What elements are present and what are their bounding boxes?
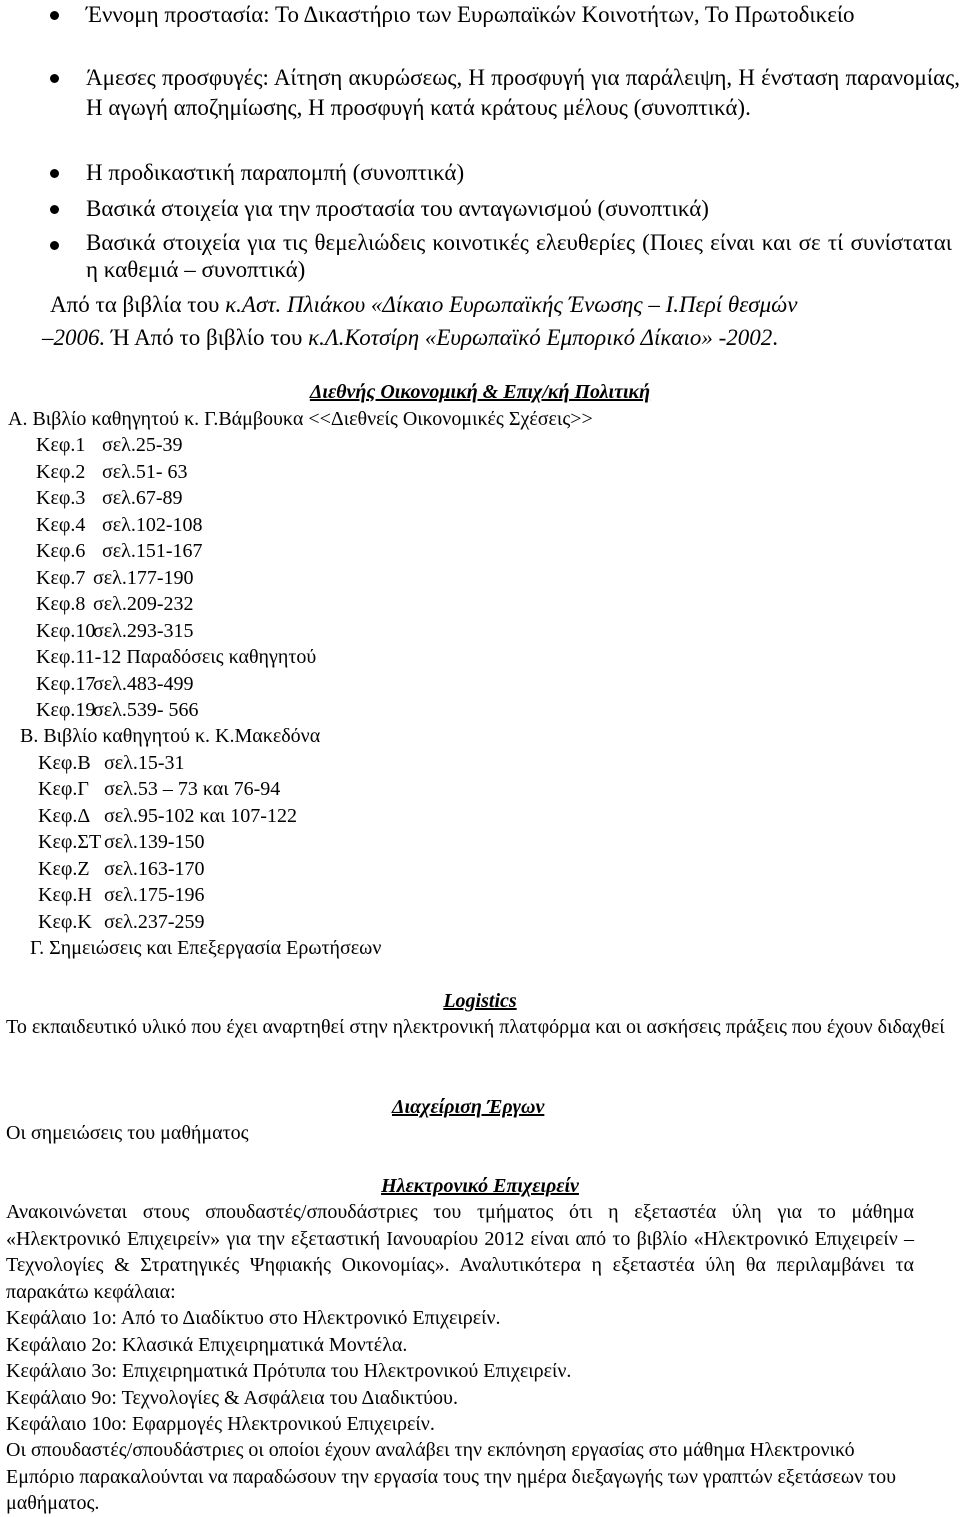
ebusiness-chapter: Κεφάλαιο 10ο: Εφαρμογές Ηλεκτρονικού Επιχειρείν.	[6, 1413, 435, 1435]
ebusiness-chapter: Κεφάλαιο 1ο: Από το Διαδίκτυο στο Ηλεκτρονικό Επιχειρείν.	[6, 1307, 501, 1329]
section-heading: Διαχείριση Έργων	[392, 1096, 545, 1118]
chapter-row: Κεφ.Β σελ.15-31	[38, 751, 185, 774]
bullet-item: Έννομη προστασία: Το Δικαστήριο των Ευρωπαϊκών Κοινοτήτων, Το Πρωτοδικείο	[86, 0, 960, 30]
chapter-row: Κεφ.17σελ.483-499	[36, 672, 194, 695]
bullet-icon	[50, 74, 59, 83]
chapter-row: Κεφ.Η σελ.175-196	[38, 884, 205, 906]
logistics-body: Το εκπαιδευτικό υλικό που έχει αναρτηθεί στην ηλεκτρονική πλατφόρμα και οι ασκήσεις πράξεις που έχουν διδαχθεί	[6, 1016, 945, 1038]
bullet-icon	[50, 11, 59, 20]
chapter-row: Κεφ.Κ σελ.237-259	[38, 910, 205, 933]
chapter-row: Κεφ.10σελ.293-315	[36, 619, 194, 642]
chapter-row: Κεφ.8 σελ.209-232	[36, 593, 194, 615]
chapter-row: Κεφ.Γ σελ.53 – 73 και 76-94	[38, 778, 281, 800]
bullet-item: Άμεσες προσφυγές: Αίτηση ακυρώσεως, Η προσφυγή για παράλειψη, Η ένσταση παρανομίας, Η αγωγή αποζημίωσης, Η προσφυγή κατά κράτους μέλους (συνοπτικά).	[86, 63, 960, 123]
chapter-row: Κεφ.Δ σελ.95-102 και 107-122	[38, 804, 297, 827]
books-reference-line: Από τα βιβλία του κ.Αστ. Πλιάκου «Δίκαιο Ευρωπαϊκής Ένωσης – Ι.Περί θεσμών	[50, 292, 798, 317]
bullet-item: Βασικά στοιχεία για τις θεμελιώδεις κοινοτικές ελευθερίες (Ποιες είναι και σε τί συνίσταται η καθεμιά – συνοπτικά)	[86, 230, 952, 283]
chapter-row: Κεφ.1 σελ.25-39	[36, 434, 183, 456]
bullet-item: Βασικά στοιχεία για την προστασία του ανταγωνισμού (συνοπτικά)	[86, 194, 960, 224]
book-a-title: Α. Βιβλίο καθηγητού κ. Γ.Βάμβουκα <<Διεθνείς Οικονομικές Σχέσεις>>	[8, 408, 593, 430]
chapter-row: Κεφ.Ζ σελ.163-170	[38, 857, 205, 880]
item-c: Γ. Σημειώσεις και Επεξεργασία Ερωτήσεων	[30, 937, 382, 959]
chapter-row: Κεφ.11-12 Παραδόσεις καθηγητού	[36, 646, 317, 668]
bullet-item: Η προδικαστική παραπομπή (συνοπτικά)	[86, 158, 960, 188]
bullet-icon	[50, 169, 59, 178]
section-heading: Διεθνής Οικονομική & Επιχ/κή Πολιτική	[309, 381, 651, 403]
ebusiness-intro: Ανακοινώνεται στους σπουδαστές/σπουδάστριες του τμήματος ότι η εξεταστέα ύλη για το μάθημα «Ηλεκτρονικό Επιχειρείν» για την εξεταστική Ιανουαρίου 2012 είναι από το βιβλίο «Ηλεκτρονικό Επιχειρείν – Τεχνολογίες & Στρατηγικές Ψηφιακής Οικονομίας». Αναλυτικότερα η εξεταστέα ύλη θα περιλαμβάνει τα παρακάτω κεφάλαια:	[6, 1201, 914, 1303]
chapter-row: Κεφ.6 σελ.151-167	[36, 540, 203, 562]
bullet-icon	[50, 241, 59, 250]
ebusiness-chapter: Κεφάλαιο 3ο: Επιχειρηματικά Πρότυπα του Ηλεκτρονικού Επιχειρείν.	[6, 1360, 572, 1382]
chapter-row: Κεφ.7 σελ.177-190	[36, 566, 194, 589]
ebusiness-chapter: Κεφάλαιο 2ο: Κλασικά Επιχειρηματικά Μοντέλα.	[6, 1333, 408, 1356]
chapter-row: Κεφ.2 σελ.51- 63	[36, 460, 188, 483]
section-heading: Ηλεκτρονικό Επιχειρείν	[381, 1175, 579, 1197]
section-heading: Logistics	[443, 990, 517, 1012]
chapter-row: Κεφ.19σελ.539- 566	[36, 699, 199, 721]
books-reference-line: –2006. Ή Από το βιβλίο του κ.Λ.Κοτσίρη «Ευρωπαϊκό Εμπορικό Δίκαιο» -2002.	[42, 325, 779, 350]
chapter-row: Κεφ.3 σελ.67-89	[36, 487, 183, 509]
chapter-row: Κεφ.4 σελ.102-108	[36, 513, 203, 536]
chapter-row: Κεφ.ΣΤ σελ.139-150	[38, 831, 205, 853]
ebusiness-closing: Οι σπουδαστές/σπουδάστριες οι οποίοι έχουν αναλάβει την εκπόνηση εργασίας στο μάθημα Ηλεκτρονικό Εμπόριο παρακαλούνται να παραδώσουν την εργασία τους την ημέρα διεξαγωγής των γραπτών εξετάσεων του μαθήματος.	[6, 1439, 897, 1514]
ebusiness-chapter: Κεφάλαιο 9ο: Τεχνολογίες & Ασφάλεια του Διαδικτύου.	[6, 1386, 458, 1409]
bullet-icon	[50, 205, 59, 214]
book-b-title: Β. Βιβλίο καθηγητού κ. Κ.Μακεδόνα	[20, 725, 321, 747]
projects-body: Οι σημειώσεις του μαθήματος	[6, 1122, 249, 1144]
